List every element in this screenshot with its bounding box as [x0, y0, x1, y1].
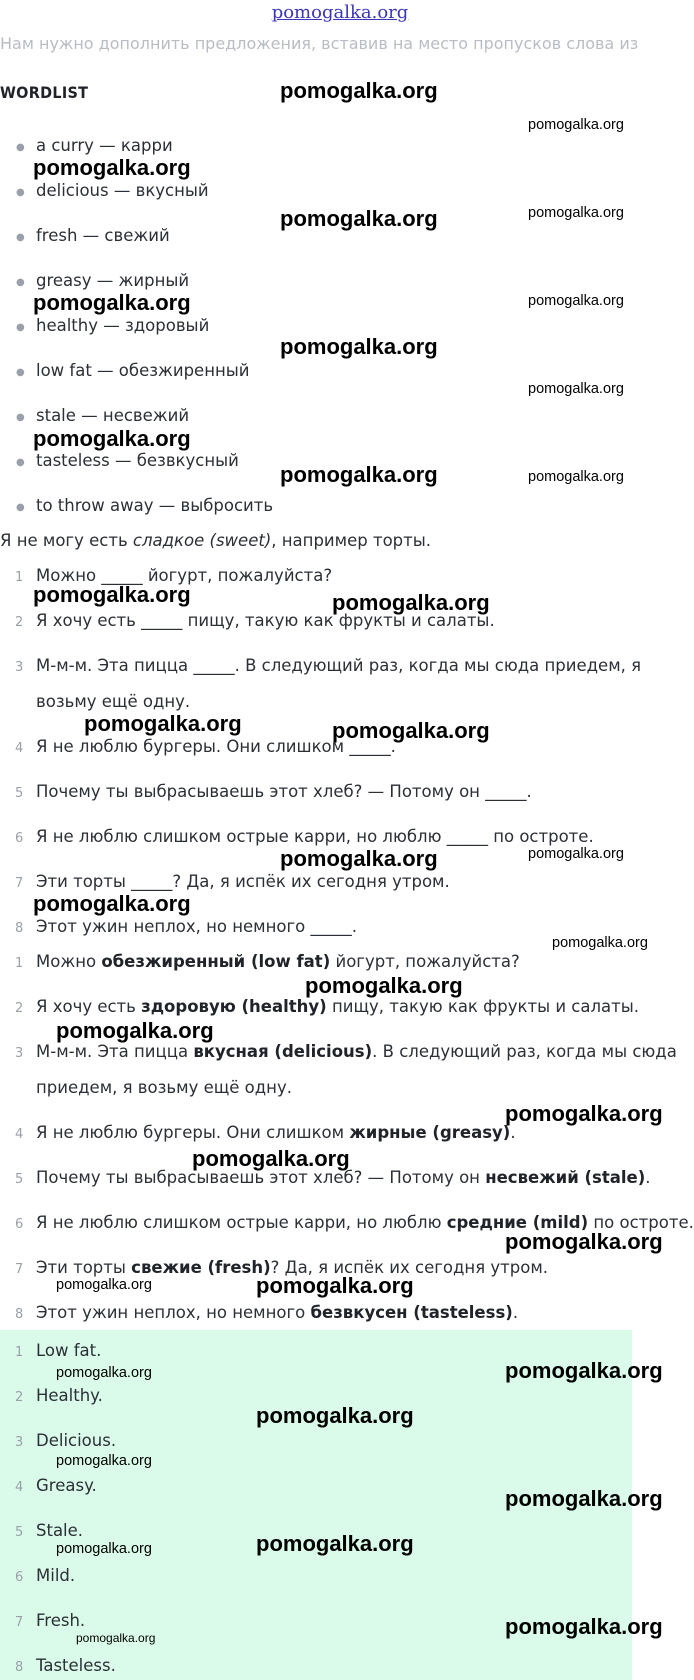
watermark: pomogalka.org: [505, 1101, 663, 1126]
watermark: pomogalka.org: [56, 1365, 152, 1381]
watermark: pomogalka.org: [192, 1146, 350, 1171]
answer-bold: свежие (fresh): [131, 1258, 271, 1277]
example-italic: сладкое (sweet): [132, 531, 272, 550]
item-number: 6: [15, 1217, 24, 1232]
watermark: pomogalka.org: [33, 155, 191, 180]
wordlist-item: healthy — здоровый: [36, 316, 210, 335]
exercise-line: М-м-м. Эта пицца _____. В следующий раз, когда мы сюда приедем, я: [36, 656, 642, 675]
exercise-line: Этот ужин неплох, но немного _____.: [36, 917, 357, 936]
example-suffix: , например торты.: [271, 531, 432, 550]
bullet-icon: ●: [16, 142, 25, 153]
item-number: 2: [15, 615, 24, 630]
watermark: pomogalka.org: [505, 1486, 663, 1511]
wordlist-item: delicious — вкусный: [36, 181, 209, 200]
answer-line: Greasy.: [36, 1476, 97, 1495]
item-number: 3: [15, 1435, 24, 1450]
item-number: 4: [15, 1127, 24, 1142]
exercise-line: Я не люблю бургеры. Они слишком _____.: [36, 737, 396, 756]
item-number: 2: [15, 1390, 24, 1405]
watermark: pomogalka.org: [528, 846, 624, 862]
watermark: pomogalka.org: [256, 1273, 414, 1298]
item-number: 1: [15, 570, 24, 585]
watermark: pomogalka.org: [280, 78, 438, 103]
answer-line: Delicious.: [36, 1431, 117, 1450]
filled-line: Можно обезжиренный (low fat) йогурт, пожалуйста?: [36, 952, 520, 971]
item-number: 5: [15, 786, 24, 801]
intro-fade: [0, 56, 680, 78]
wordlist-item: stale — несвежий: [36, 406, 190, 425]
watermark: pomogalka.org: [528, 117, 624, 133]
filled-line: Эти торты свежие (fresh)? Да, я испёк их сегодня утром.: [36, 1258, 549, 1277]
exercise-line: Я не люблю слишком острые карри, но люблю _____ по остроте.: [36, 827, 594, 846]
intro-text: Нам нужно дополнить предложения, вставив на место пропусков слова из: [0, 34, 639, 53]
watermark: pomogalka.org: [33, 891, 191, 916]
item-number: 7: [15, 1262, 24, 1277]
item-number: 8: [15, 1307, 24, 1322]
filled-line: Я не люблю слишком острые карри, но люблю средние (mild) по остроте.: [36, 1213, 694, 1232]
watermark: pomogalka.org: [56, 1541, 152, 1557]
watermark: pomogalka.org: [84, 711, 242, 736]
bullet-icon: ●: [16, 187, 25, 198]
watermark: pomogalka.org: [332, 590, 490, 615]
item-number: 8: [15, 921, 24, 936]
watermark: pomogalka.org: [56, 1277, 152, 1293]
item-number: 6: [15, 1570, 24, 1585]
watermark: pomogalka.org: [280, 334, 438, 359]
watermark: pomogalka.org: [528, 293, 624, 309]
answer-line: Healthy.: [36, 1386, 103, 1405]
watermark: pomogalka.org: [528, 381, 624, 397]
watermark: pomogalka.org: [280, 206, 438, 231]
item-number: 5: [15, 1172, 24, 1187]
item-number: 5: [15, 1525, 24, 1540]
item-number: 4: [15, 1480, 24, 1495]
item-number: 8: [15, 1660, 24, 1675]
watermark: pomogalka.org: [332, 718, 490, 743]
filled-line: Почему ты выбрасываешь этот хлеб? — Потому он несвежий (stale).: [36, 1168, 651, 1187]
answer-bold: жирные (greasy): [349, 1123, 511, 1142]
answer-line: Stale.: [36, 1521, 84, 1540]
answer-line: Tasteless.: [36, 1656, 116, 1675]
item-number: 3: [15, 1046, 24, 1061]
item-number: 1: [15, 1345, 24, 1360]
answer-line: Mild.: [36, 1566, 76, 1585]
wordlist-item: a curry — карри: [36, 136, 173, 155]
answer-bold: безвкусен (tasteless): [310, 1303, 513, 1322]
watermark: pomogalka.org: [33, 426, 191, 451]
bullet-icon: ●: [16, 502, 25, 513]
watermark: pomogalka.org: [76, 1631, 156, 1645]
bullet-icon: ●: [16, 367, 25, 378]
watermark: pomogalka.org: [280, 846, 438, 871]
wordlist-item: to throw away — выбросить: [36, 496, 274, 515]
watermark: pomogalka.org: [505, 1229, 663, 1254]
watermark: pomogalka.org: [33, 582, 191, 607]
example-prefix: Я не могу есть: [0, 531, 133, 550]
watermark: pomogalka.org: [552, 935, 648, 951]
wordlist-item: greasy — жирный: [36, 271, 190, 290]
answer-line: Low fat.: [36, 1341, 102, 1360]
watermark: pomogalka.org: [256, 1403, 414, 1428]
watermark: pomogalka.org: [256, 1531, 414, 1556]
example-sentence: [0, 531, 431, 550]
watermark: pomogalka.org: [528, 469, 624, 485]
bullet-icon: ●: [16, 277, 25, 288]
answer-line: Fresh.: [36, 1611, 86, 1630]
exercise-line: Эти торты _____? Да, я испёк их сегодня утром.: [36, 872, 450, 891]
site-link[interactable]: pomogalka.org: [271, 2, 409, 23]
filled-line: приедем, я возьму ещё одну.: [36, 1078, 292, 1097]
item-number: 6: [15, 831, 24, 846]
item-number: 3: [15, 660, 24, 675]
item-number: 4: [15, 741, 24, 756]
answer-bold: средние (mild): [446, 1213, 589, 1232]
bullet-icon: ●: [16, 457, 25, 468]
filled-line: Я хочу есть здоровую (healthy) пищу, такую как фрукты и салаты.: [36, 997, 640, 1016]
item-number: 7: [15, 1615, 24, 1630]
bullet-icon: ●: [16, 232, 25, 243]
filled-line: Этот ужин неплох, но немного безвкусен (tasteless).: [36, 1303, 519, 1322]
item-number: 7: [15, 876, 24, 891]
watermark: pomogalka.org: [56, 1453, 152, 1469]
answer-bold: здоровую (healthy): [141, 997, 327, 1016]
filled-line: М-м-м. Эта пицца вкусная (delicious). В следующий раз, когда мы сюда: [36, 1042, 677, 1061]
answer-bold: вкусная (delicious): [193, 1042, 373, 1061]
filled-line: Я не люблю бургеры. Они слишком жирные (greasy).: [36, 1123, 516, 1142]
watermark: pomogalka.org: [56, 1018, 214, 1043]
answer-bold: несвежий (stale): [485, 1168, 646, 1187]
watermark: pomogalka.org: [280, 462, 438, 487]
exercise-line: Я хочу есть _____ пищу, такую как фрукты и салаты.: [36, 611, 495, 630]
exercise-line: возьму ещё одну.: [36, 692, 191, 711]
watermark: pomogalka.org: [305, 973, 463, 998]
watermark: pomogalka.org: [505, 1358, 663, 1383]
wordlist-item: fresh — свежий: [36, 226, 170, 245]
bullet-icon: ●: [16, 412, 25, 423]
wordlist-item: low fat — обезжиренный: [36, 361, 250, 380]
watermark: pomogalka.org: [528, 205, 624, 221]
exercise-line: Почему ты выбрасываешь этот хлеб? — Потому он _____.: [36, 782, 532, 801]
wordlist-heading: WORDLIST: [0, 83, 89, 102]
exercise-line: Можно _____ йогурт, пожалуйста?: [36, 566, 333, 585]
wordlist-item: tasteless — безвкусный: [36, 451, 239, 470]
item-number: 2: [15, 1001, 24, 1016]
watermark: pomogalka.org: [33, 290, 191, 315]
item-number: 1: [15, 956, 24, 971]
watermark: pomogalka.org: [505, 1614, 663, 1639]
answer-bold: обезжиренный (low fat): [101, 952, 331, 971]
bullet-icon: ●: [16, 322, 25, 333]
